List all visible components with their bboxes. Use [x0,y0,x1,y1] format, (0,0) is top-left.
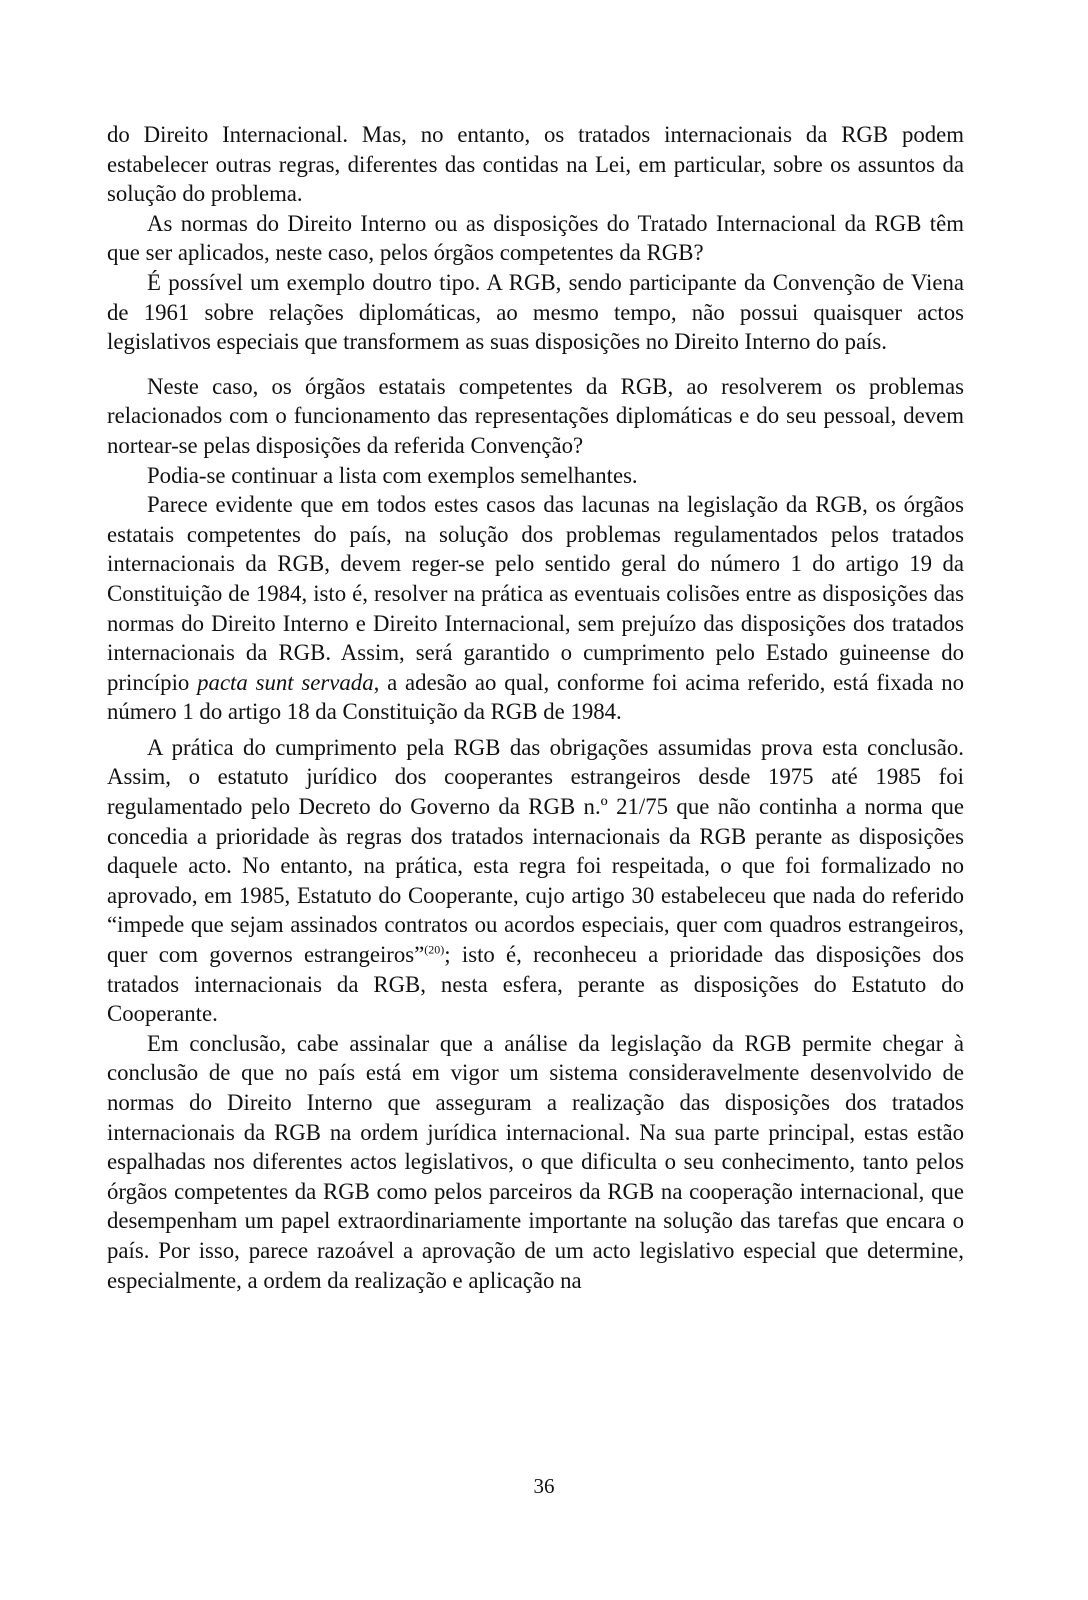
page-number: 36 [533,1474,555,1498]
paragraph [107,733,964,1029]
paragraph: Podia-se continuar a lista com exemplos semelhantes. [147,462,638,488]
document-body [107,120,964,1295]
paragraph: As normas do Direito Interno ou as disposições do Tratado Internacional da RGB têm que ser aplicados, neste caso, pelos órgãos competentes da RGB? [107,210,964,266]
latin-phrase: pacta sunt servada [197,669,374,695]
paragraph-text: , a adesão ao qual, conforme foi acima referido, está fixada no número 1 do artigo 18 da Constituição da RGB de 1984. [107,669,965,725]
paragraph: Neste caso, os órgãos estatais competentes da RGB, ao resolverem os problemas relacionados com o funcionamento das representações diplomáticas e do seu pessoal, devem nortear-se pelas disposições da referida Convenção? [107,373,964,458]
paragraph: Em conclusão, cabe assinalar que a análise da legislação da RGB permite chegar à conclusão de que no país está em vigor um sistema consideravelmente desenvolvido de normas do Direito Interno que asseguram a realização das disposições dos tratados internacionais da RGB na ordem jurídica internacional. Na sua parte principal, estas estão espalhadas nos diferentes actos legislativos, o que dificulta o seu conhecimento, tanto pelos órgãos competentes da RGB como pelos parceiros da RGB na cooperação internacional, que desempenham um papel extraordinariamente importante na solução das tarefas que encara o país. Por isso, parece razoável a aprovação de um acto legislativo especial que determine, especialmente, a ordem da realização e aplicação na [107,1030,964,1293]
paragraph-text: ; isto é, reconheceu a prioridade das disposições dos tratados internacionais da RGB, nesta esfera, perante as disposições do Estatuto do Cooperante. [107,942,964,1027]
paragraph-text: A prática do cumprimento pela RGB das obrigações assumidas prova esta conclusão. Assim, o estatuto jurídico dos cooperantes estrangeiros desde 1975 até 1985 foi regulamentado pelo Decreto do Governo da RGB n.º 21/75 que não continha a norma que concedia a prioridade às regras dos tratados internacionais da RGB perante as disposições daquele acto. No entanto, na prática, esta regra foi respeitada, o que foi formalizado no aprovado, em 1985, Estatuto do Cooperante, cujo artigo 30 estabeleceu que nada do referido “impede que sejam assinados contratos ou acordos especiais, quer com quadros estrangeiros, quer com governos estrangeiros” [107,734,964,968]
paragraph: É possível um exemplo doutro tipo. A RGB, sendo participante da Convenção de Viena de 1961 sobre relações diplomáticas, ao mesmo tempo, não possui quaisquer actos legislativos especiais que transformem as suas disposições no Direito Interno do país. [107,269,964,355]
footnote-ref: (20) [424,942,445,957]
paragraph: do Direito Internacional. Mas, no entanto, os tratados internacionais da RGB podem estabelecer outras regras, diferentes das contidas na Lei, em particular, sobre os assuntos da solução do problema. [107,122,964,207]
paragraph-text: Parece evidente que em todos estes casos das lacunas na legislação da RGB, os órgãos estatais competentes do país, na solução dos problemas regulamentados pelos tratados internacionais da RGB, devem reger-se pelo sentido geral do número 1 do artigo 19 da Constituição de 1984, isto é, resolver na prática as eventuais colisões entre as disposições das normas do Direito Interno e Direito Internacional, sem prejuízo das disposições dos tratados internacionais da RGB. Assim, será garantido o cumprimento pelo Estado guineense do princípio [107,492,964,695]
paragraph [107,490,964,727]
